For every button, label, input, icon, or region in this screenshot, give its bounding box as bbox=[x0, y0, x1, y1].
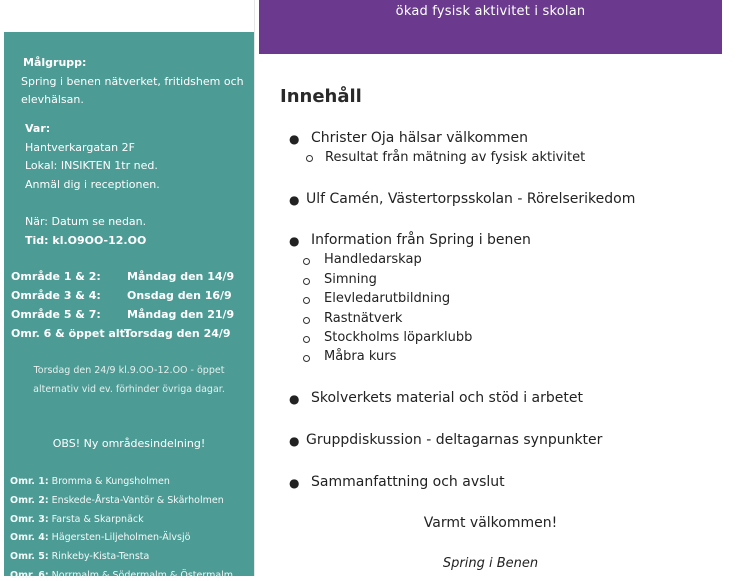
banner-subtitle: ökad fysisk aktivitet i skolan bbox=[395, 4, 586, 19]
location-address: Hantverkargatan 2F bbox=[25, 141, 135, 154]
obs-notice: OBS! Ny områdesindelning! bbox=[52, 437, 206, 450]
agenda-subitem: Stockholms löparklubb bbox=[324, 330, 473, 345]
bullet-icon: ● bbox=[289, 132, 300, 146]
area-date: Onsdag den 16/9 bbox=[127, 289, 232, 302]
target-group-line1: Spring i benen nätverket, fritidshem och bbox=[21, 75, 244, 88]
bullet-icon: ● bbox=[289, 434, 300, 448]
target-group-line2: elevhälsan. bbox=[21, 93, 84, 106]
bullet-icon: ● bbox=[289, 193, 300, 207]
district-item: Omr. 3: Farsta & Skarpnäck bbox=[10, 514, 144, 525]
bullet-icon: ● bbox=[289, 234, 300, 248]
agenda-subitem: Simning bbox=[324, 272, 377, 287]
district-item: Omr. 6: Norrmalm & Södermalm & Östermalm bbox=[10, 570, 234, 581]
open-alt-note-line2: alternativ vid ev. förhinder övriga dagar. bbox=[33, 384, 225, 395]
circle-bullet-icon bbox=[303, 278, 310, 285]
agenda-item: Christer Oja hälsar välkommen bbox=[311, 130, 528, 146]
agenda-subitem: Resultat från mätning av fysisk aktivitet bbox=[325, 150, 586, 165]
location-note: Anmäl dig i receptionen. bbox=[25, 178, 160, 191]
bullet-icon: ● bbox=[289, 476, 300, 490]
area-date: Måndag den 14/9 bbox=[127, 270, 235, 283]
area-name: Område 1 & 2: bbox=[11, 270, 101, 283]
agenda-subitem: Rastnätverk bbox=[324, 311, 403, 326]
content-heading: Innehåll bbox=[280, 86, 362, 107]
target-group-label: Målgrupp: bbox=[23, 56, 87, 69]
area-name: Område 3 & 4: bbox=[11, 289, 101, 302]
info-sidebar bbox=[4, 32, 254, 581]
agenda-subitem: Elevledarutbildning bbox=[324, 291, 451, 306]
district-item: Omr. 4: Hägersten-Liljeholmen-Älvsjö bbox=[10, 532, 191, 543]
circle-bullet-icon bbox=[303, 317, 310, 324]
bullet-icon: ● bbox=[289, 392, 300, 406]
area-name: Område 5 & 7: bbox=[11, 308, 101, 321]
agenda-item: Skolverkets material och stöd i arbetet bbox=[311, 390, 583, 406]
agenda-item: Gruppdiskussion - deltagarnas synpunkter bbox=[306, 432, 603, 448]
page-edge bbox=[254, 0, 255, 576]
agenda-item: Information från Spring i benen bbox=[311, 232, 531, 248]
welcome-text: Varmt välkommen! bbox=[423, 515, 558, 531]
location-room: Lokal: INSIKTEN 1tr ned. bbox=[25, 159, 158, 172]
district-item: Omr. 2: Enskede-Årsta-Vantör & Skärholmen bbox=[10, 495, 224, 506]
circle-bullet-icon bbox=[303, 258, 310, 265]
time-label: Tid: kl.O9OO-12.OO bbox=[25, 234, 147, 247]
signature: Spring i Benen bbox=[442, 556, 539, 571]
district-item: Omr. 5: Rinkeby-Kista-Tensta bbox=[10, 551, 150, 562]
circle-bullet-icon bbox=[303, 297, 310, 304]
agenda-item: Sammanfattning och avslut bbox=[311, 474, 505, 490]
agenda-item: Ulf Camén, Västertorpsskolan - Rörelserikedom bbox=[306, 191, 636, 207]
title-banner bbox=[259, 0, 722, 54]
location-label: Var: bbox=[25, 122, 51, 135]
circle-bullet-icon bbox=[303, 355, 310, 362]
area-date: Torsdag den 24/9 bbox=[124, 327, 231, 340]
date-label: När: Datum se nedan. bbox=[25, 215, 147, 228]
circle-bullet-icon bbox=[306, 155, 313, 162]
open-alt-note-line1: Torsdag den 24/9 kl.9.OO-12.OO - öppet bbox=[33, 365, 225, 376]
agenda-subitem: Handledarskap bbox=[324, 252, 422, 267]
area-date: Måndag den 21/9 bbox=[127, 308, 235, 321]
area-name: Omr. 6 & öppet alt: bbox=[11, 327, 130, 340]
agenda-subitem: Måbra kurs bbox=[324, 349, 397, 364]
agenda-content bbox=[259, 54, 722, 576]
district-item: Omr. 1: Bromma & Kungsholmen bbox=[10, 476, 170, 487]
circle-bullet-icon bbox=[303, 336, 310, 343]
